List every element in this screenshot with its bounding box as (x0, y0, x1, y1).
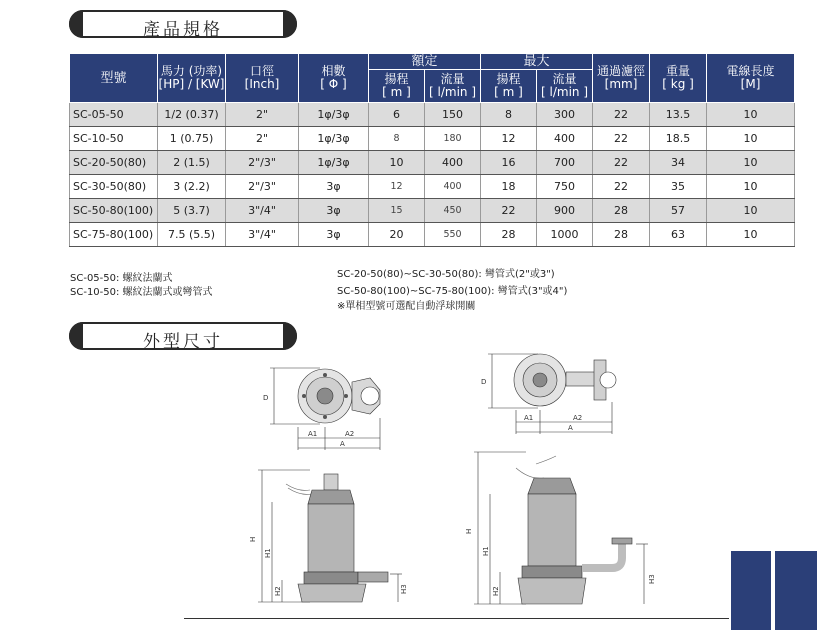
cell-cable: 10 (707, 103, 795, 127)
cell-rated-flow: 400 (425, 151, 481, 175)
cell-model: SC-05-50 (70, 103, 158, 127)
header-max-head: 揚程 [ m ] (481, 70, 537, 103)
cell-pass: 22 (593, 151, 650, 175)
cell-weight: 35 (650, 175, 707, 199)
table-row (70, 199, 795, 223)
dim-label-h3-2: H3 (648, 574, 656, 584)
cell-bore: 2"/3" (226, 175, 299, 199)
dim-label-h: H (249, 536, 257, 542)
table-row (70, 127, 795, 151)
cell-phase: 1φ/3φ (299, 127, 369, 151)
dim-label-d: D (263, 394, 269, 402)
cell-rated-head: 20 (369, 223, 425, 247)
dim-label-a-2: A (568, 424, 573, 432)
cell-model: SC-30-50(80) (70, 175, 158, 199)
cell-model: SC-10-50 (70, 127, 158, 151)
header-cable: 電線長度 [M] (707, 54, 795, 103)
cell-rated-head: 6 (369, 103, 425, 127)
bottom-rule (184, 618, 729, 619)
cell-weight: 34 (650, 151, 707, 175)
cell-pass: 28 (593, 199, 650, 223)
header-weight: 重量 [ kg ] (650, 54, 707, 103)
header-pass: 通過濾徑 [mm] (593, 54, 650, 103)
cell-rated-flow: 550 (425, 223, 481, 247)
cell-power: 1/2 (0.37) (158, 103, 226, 127)
cell-cable: 10 (707, 175, 795, 199)
dim-section-title (69, 322, 297, 350)
cell-rated-flow: 150 (425, 103, 481, 127)
spec-table (69, 53, 795, 247)
header-model: 型號 (70, 54, 158, 103)
cell-cable: 10 (707, 151, 795, 175)
cell-phase: 3φ (299, 199, 369, 223)
dim-section-title-text: 外型尺寸 (143, 332, 223, 352)
cell-power: 2 (1.5) (158, 151, 226, 175)
cell-rated-flow: 180 (425, 127, 481, 151)
dim-label-h1: H1 (264, 548, 272, 558)
header-power: 馬力 (功率) [HP] / [KW] (158, 54, 226, 103)
table-row (70, 103, 795, 127)
cell-model: SC-50-80(100) (70, 199, 158, 223)
cell-pass: 22 (593, 103, 650, 127)
cell-weight: 63 (650, 223, 707, 247)
pump-top-view-flange (260, 360, 400, 455)
cell-max-head: 12 (481, 127, 537, 151)
cell-pass: 22 (593, 175, 650, 199)
cell-pass: 22 (593, 127, 650, 151)
cell-max-flow: 400 (537, 127, 593, 151)
note-right-1: SC-20-50(80)~SC-30-50(80): 彎管式(2"或3") (337, 269, 555, 280)
spec-section-title-text: 產品規格 (143, 20, 223, 40)
cell-power: 3 (2.2) (158, 175, 226, 199)
note-right-2: SC-50-80(100)~SC-75-80(100): 彎管式(3"或4") (337, 286, 568, 297)
cell-rated-flow: 450 (425, 199, 481, 223)
cell-power: 1 (0.75) (158, 127, 226, 151)
cell-rated-head: 10 (369, 151, 425, 175)
header-rated: 額定 (369, 54, 481, 70)
cell-max-flow: 700 (537, 151, 593, 175)
blue-bar-right (775, 551, 817, 630)
cell-power: 5 (3.7) (158, 199, 226, 223)
pump-side-view-flange (250, 462, 415, 610)
cell-cable: 10 (707, 127, 795, 151)
dim-label-h2-2: H2 (492, 586, 500, 596)
cell-rated-head: 12 (369, 175, 425, 199)
cell-max-head: 22 (481, 199, 537, 223)
cell-max-flow: 900 (537, 199, 593, 223)
header-rated-flow: 流量 [ l/min ] (425, 70, 481, 103)
dim-label-a: A (340, 440, 345, 448)
cell-rated-head: 15 (369, 199, 425, 223)
cell-bore: 2" (226, 127, 299, 151)
header-max-flow: 流量 [ l/min ] (537, 70, 593, 103)
spec-section-title (69, 10, 297, 38)
dim-label-h1-2: H1 (482, 546, 490, 556)
cell-rated-flow: 400 (425, 175, 481, 199)
dim-label-a1: A1 (308, 430, 318, 438)
cell-phase: 3φ (299, 175, 369, 199)
cell-weight: 57 (650, 199, 707, 223)
note-left-2: SC-10-50: 螺紋法蘭式或彎管式 (70, 287, 213, 298)
pump-top-view-bend (478, 350, 628, 440)
cell-power: 7.5 (5.5) (158, 223, 226, 247)
dim-label-a2-2: A2 (573, 414, 583, 422)
header-phase: 相數 [ Φ ] (299, 54, 369, 103)
cell-cable: 10 (707, 223, 795, 247)
table-row (70, 175, 795, 199)
blue-bar-left (731, 551, 771, 630)
cell-phase: 3φ (299, 223, 369, 247)
cell-phase: 1φ/3φ (299, 103, 369, 127)
cell-max-flow: 750 (537, 175, 593, 199)
note-left-1: SC-05-50: 螺紋法蘭式 (70, 273, 173, 284)
header-rated-head: 揚程 [ m ] (369, 70, 425, 103)
cell-rated-head: 8 (369, 127, 425, 151)
dim-label-a1-2: A1 (524, 414, 534, 422)
cell-max-flow: 1000 (537, 223, 593, 247)
cell-max-head: 28 (481, 223, 537, 247)
table-row (70, 223, 795, 247)
dim-label-a2: A2 (345, 430, 355, 438)
cell-phase: 1φ/3φ (299, 151, 369, 175)
cell-bore: 2" (226, 103, 299, 127)
dim-label-d-2: D (481, 378, 487, 386)
dim-label-h-2: H (465, 528, 473, 534)
cell-pass: 28 (593, 223, 650, 247)
dim-label-h3: H3 (400, 584, 408, 594)
cell-max-head: 16 (481, 151, 537, 175)
cell-bore: 3"/4" (226, 223, 299, 247)
cell-bore: 2"/3" (226, 151, 299, 175)
cell-weight: 13.5 (650, 103, 707, 127)
cell-max-head: 18 (481, 175, 537, 199)
pump-side-view-bend (466, 444, 666, 610)
cell-max-flow: 300 (537, 103, 593, 127)
note-right-3: ※單相型號可選配自動浮球開關 (337, 301, 476, 312)
cell-bore: 3"/4" (226, 199, 299, 223)
cell-cable: 10 (707, 199, 795, 223)
header-max: 最大 (481, 54, 593, 70)
cell-model: SC-20-50(80) (70, 151, 158, 175)
dim-label-h2: H2 (274, 586, 282, 596)
cell-max-head: 8 (481, 103, 537, 127)
cell-weight: 18.5 (650, 127, 707, 151)
cell-model: SC-75-80(100) (70, 223, 158, 247)
header-bore: 口徑 [Inch] (226, 54, 299, 103)
table-row (70, 151, 795, 175)
